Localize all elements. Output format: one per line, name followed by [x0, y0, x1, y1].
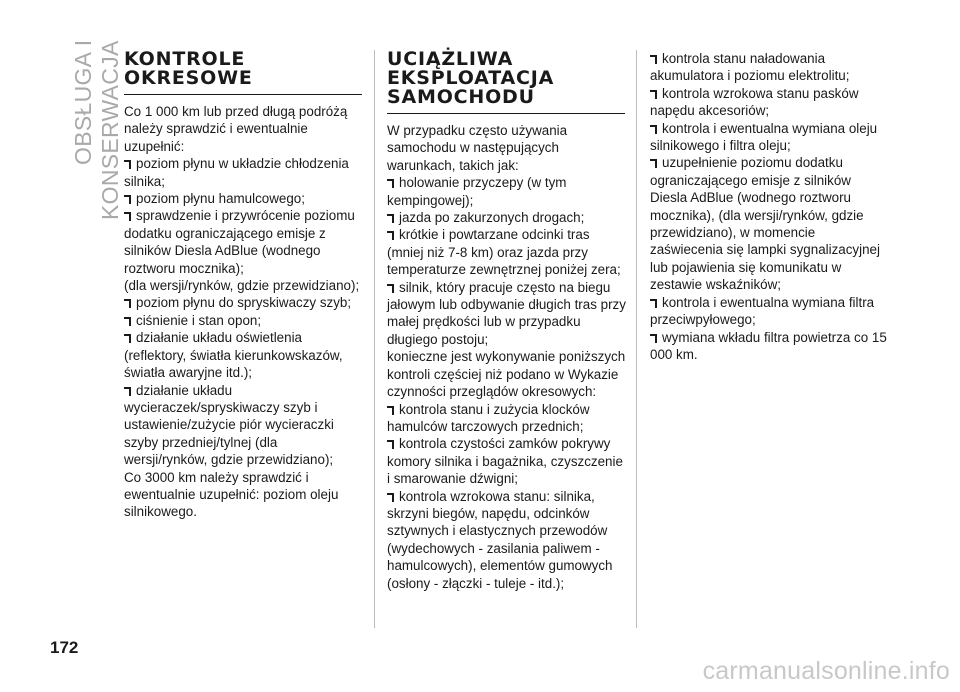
bullet-marker-icon: [387, 440, 394, 449]
paragraph: [124, 103, 364, 155]
item-text: poziom płynu w układzie chłodzenia silnika;: [124, 156, 349, 189]
item-text: uzupełnienie poziomu dodatku ograniczającego emisje z silników Diesla AdBlue (wodnego roztworu mocznika), (dla wersji/rynków, gdzie przewidziano), w momencie zaświecenia się lampki sygnalizacyjnej lub pojawienia się komunikatu w zestawie wskaźników;: [650, 155, 880, 293]
paragraph-list: [124, 103, 364, 521]
item-text: kontrola i ewentualna wymiana oleju silnikowego i filtra oleju;: [650, 120, 878, 154]
item-text: kontrola stanu i zużycia klocków hamulców tarczowych przednich;: [387, 401, 590, 434]
paragraph-list: [650, 50, 888, 363]
bullet-marker-icon: [650, 159, 657, 168]
bullet-marker-icon: [387, 284, 394, 293]
bullet-item: [124, 312, 364, 329]
bullet-item: [650, 329, 888, 364]
paragraph: [124, 469, 364, 521]
item-text: Co 1 000 km lub przed długą podróżą należy sprawdzić i ewentualnie uzupełnić:: [124, 104, 348, 154]
item-text: działanie układu wycieraczek/spryskiwaczy szyb i ustawienie/zużycie piór wycieraczki szyby przedniej/tylnej (dla wersji/rynków, gdzie przewidziano);: [124, 382, 334, 468]
item-text: kontrola wzrokowa stanu pasków napędu akcesoriów;: [650, 85, 859, 119]
item-text: sprawdzenie i przywrócenie poziomu dodatku ograniczającego emisje z silników Diesla AdBlue (wodnego roztworu mocznika);: [124, 208, 355, 276]
item-text: wymiana wkładu filtra powietrza co 15 000 km.: [650, 329, 887, 362]
bullet-marker-icon: [650, 299, 657, 308]
bullet-item: [650, 120, 888, 155]
bullet-marker-icon: [650, 125, 657, 134]
item-text: kontrola i ewentualna wymiana filtra przeciwpyłowego;: [650, 294, 875, 328]
bullet-marker-icon: [387, 179, 394, 188]
bullet-marker-icon: [387, 493, 394, 502]
bullet-marker-icon: [124, 212, 131, 221]
bullet-item: [650, 294, 888, 329]
bullet-marker-icon: [124, 334, 131, 343]
page-number: 172: [50, 638, 79, 657]
section-title-periodic-checks: KONTROLE OKRESOWE: [124, 50, 362, 95]
bullet-marker-icon: [650, 55, 657, 64]
bullet-item: [387, 174, 627, 209]
bullet-marker-icon: [650, 334, 657, 343]
bullet-item: [387, 209, 627, 226]
column-divider: [636, 50, 637, 628]
column-heavy-use: [387, 50, 627, 592]
bullet-item: [650, 154, 888, 293]
bullet-marker-icon: [650, 90, 657, 99]
bullet-item: [387, 226, 627, 278]
item-text: krótkie i powtarzane odcinki tras (mniej niż 7-8 km) oraz jazda przy temperaturze zewnętrznej poniżej zera;: [387, 227, 621, 278]
bullet-marker-icon: [124, 160, 131, 169]
bullet-item: [650, 85, 888, 120]
paragraph: [124, 277, 364, 294]
paragraph: [387, 348, 627, 400]
column-divider: [374, 50, 375, 628]
column-periodic-checks: [124, 50, 364, 521]
bullet-marker-icon: [124, 317, 131, 326]
item-text: ciśnienie i stan opon;: [136, 312, 262, 328]
item-text: jazda po zakurzonych drogach;: [399, 210, 585, 226]
watermark: carmanualsonline.info: [702, 657, 950, 685]
item-text: kontrola czystości zamków pokrywy komory silnika i bagażnika, czyszczenie i smarowanie dźwigni;: [387, 436, 623, 487]
item-text: poziom płynu hamulcowego;: [136, 191, 305, 207]
bullet-item: [387, 401, 627, 436]
bullet-item: [387, 279, 627, 349]
paragraph-list: [387, 122, 627, 592]
section-side-label: OBSŁUGA I KONSERWACJA: [70, 40, 123, 220]
bullet-marker-icon: [124, 387, 131, 396]
item-text: poziom płynu do spryskiwaczy szyb;: [136, 295, 352, 311]
bullet-item: [124, 207, 364, 277]
item-text: Co 3000 km należy sprawdzić i ewentualnie uzupełnić: poziom oleju silnikowego.: [124, 469, 339, 520]
paragraph: [387, 122, 627, 174]
item-text: kontrola stanu naładowania akumulatora i poziomu elektrolitu;: [650, 51, 850, 84]
bullet-item: [124, 190, 364, 207]
bullet-marker-icon: [387, 406, 394, 415]
item-text: W przypadku często używania samochodu w następujących warunkach, takich jak:: [387, 123, 568, 173]
item-text: konieczne jest wykonywanie poniższych kontroli częściej niż podano w Wykazie czynności przeglądów okresowych:: [387, 349, 626, 400]
item-text: holowanie przyczepy (w tym kempingowej);: [387, 175, 567, 208]
bullet-item: [387, 435, 627, 487]
bullet-marker-icon: [387, 214, 394, 223]
section-title-heavy-use: UCIĄŻLIWA EKSPLOATACJA SAMOCHODU: [387, 50, 625, 114]
bullet-marker-icon: [124, 195, 131, 204]
item-text: silnik, który pracuje często na biegu jałowym lub odbywanie długich tras przy małej prędkości lub w przypadku długiego postoju;: [387, 279, 626, 347]
bullet-item: [124, 155, 364, 190]
bullet-item: [124, 382, 364, 469]
item-text: działanie układu oświetlenia (reflektory, światła kierunkowskazów, światła awaryjne itd.);: [124, 330, 343, 381]
column-heavy-use-continued: [650, 50, 888, 363]
bullet-marker-icon: [387, 231, 394, 240]
bullet-item: [124, 329, 364, 381]
bullet-marker-icon: [124, 299, 131, 308]
item-text: kontrola wzrokowa stanu: silnika, skrzyni biegów, napędu, odcinków sztywnych i elastycznych przewodów (wydechowych - zasilania paliwem - hamulcowych), elementów gumowych (osłony - złączki - tuleje - itd.);: [387, 488, 613, 591]
item-text: (dla wersji/rynków, gdzie przewidziano);: [124, 278, 360, 294]
bullet-item: [650, 50, 888, 85]
bullet-item: [124, 294, 364, 311]
bullet-item: [387, 488, 627, 592]
